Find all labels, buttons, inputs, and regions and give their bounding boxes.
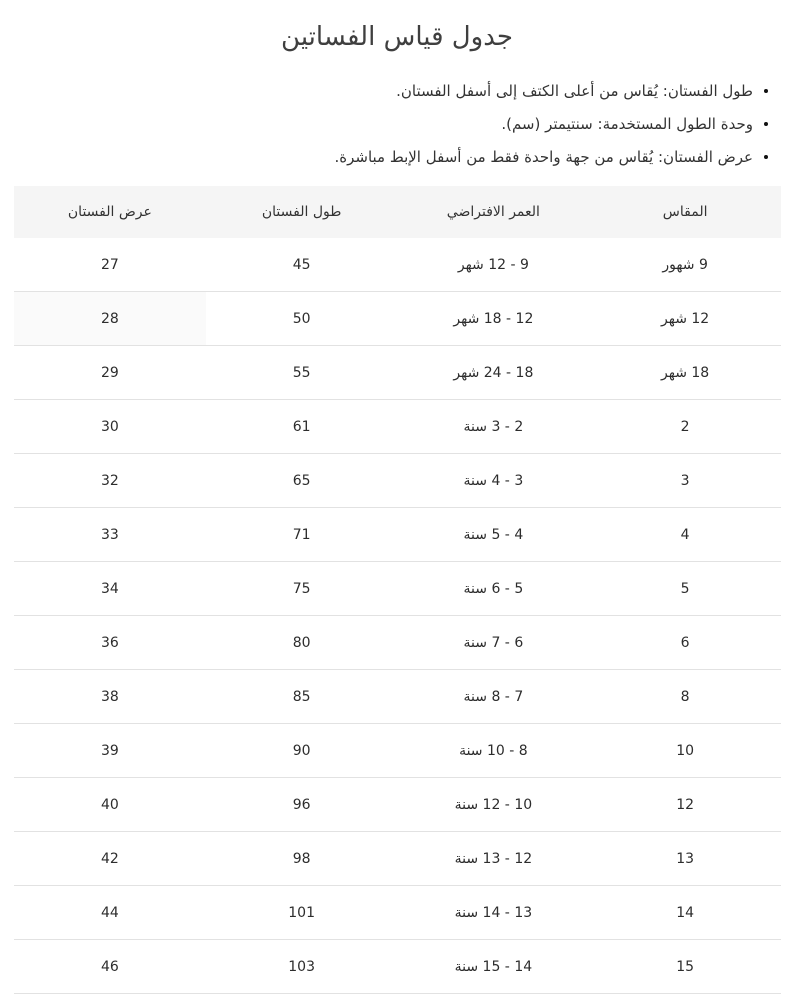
table-header-row bbox=[14, 186, 781, 238]
table-cell: 65 bbox=[206, 454, 398, 508]
table-row bbox=[14, 454, 781, 508]
table-row bbox=[14, 346, 781, 400]
table-cell: 36 bbox=[14, 616, 206, 670]
bullet-dot-icon bbox=[764, 155, 768, 159]
table-row bbox=[14, 508, 781, 562]
bullet-dot-icon bbox=[764, 122, 768, 126]
table-body bbox=[14, 238, 781, 994]
table-cell: 75 bbox=[206, 562, 398, 616]
table-cell: 33 bbox=[14, 508, 206, 562]
table-cell: 101 bbox=[206, 886, 398, 940]
table-cell: 38 bbox=[14, 670, 206, 724]
page-title: جدول قياس الفساتين bbox=[281, 22, 513, 52]
table-cell: 8 - 10 سنة bbox=[398, 724, 590, 778]
table-cell: 103 bbox=[206, 940, 398, 994]
table-cell: 71 bbox=[206, 508, 398, 562]
note-item-unit bbox=[0, 115, 768, 133]
table-cell: 12 bbox=[589, 778, 781, 832]
column-header-dress-length: طول الفستان bbox=[206, 186, 398, 238]
table-row bbox=[14, 562, 781, 616]
table-cell: 40 bbox=[14, 778, 206, 832]
table-cell: 3 bbox=[589, 454, 781, 508]
size-chart-table bbox=[14, 186, 781, 994]
table-cell: 96 bbox=[206, 778, 398, 832]
table-row bbox=[14, 724, 781, 778]
table-cell: 12 - 13 سنة bbox=[398, 832, 590, 886]
table-row bbox=[14, 940, 781, 994]
table-cell: 6 bbox=[589, 616, 781, 670]
table-row bbox=[14, 778, 781, 832]
note-text: طول الفستان: يُقاس من أعلى الكتف إلى أسفل الفستان. bbox=[396, 82, 753, 100]
table-row bbox=[14, 670, 781, 724]
table-cell: 5 bbox=[589, 562, 781, 616]
table-row bbox=[14, 238, 781, 292]
table-cell: 9 شهور bbox=[589, 238, 781, 292]
table-row bbox=[14, 292, 781, 346]
table-cell: 6 - 7 سنة bbox=[398, 616, 590, 670]
bullet-dot-icon bbox=[764, 89, 768, 93]
column-header-dress-width: عرض الفستان bbox=[14, 186, 206, 238]
table-cell: 12 - 18 شهر bbox=[398, 292, 590, 346]
table-cell: 14 - 15 سنة bbox=[398, 940, 590, 994]
table-row bbox=[14, 886, 781, 940]
table-cell: 42 bbox=[14, 832, 206, 886]
table-cell: 85 bbox=[206, 670, 398, 724]
table-cell: 10 - 12 سنة bbox=[398, 778, 590, 832]
table-cell: 3 - 4 سنة bbox=[398, 454, 590, 508]
table-cell: 9 - 12 شهر bbox=[398, 238, 590, 292]
table-cell: 28 bbox=[14, 292, 206, 346]
table-cell: 2 - 3 سنة bbox=[398, 400, 590, 454]
note-text: وحدة الطول المستخدمة: سنتيمتر (سم). bbox=[501, 115, 753, 133]
table-cell: 44 bbox=[14, 886, 206, 940]
table-cell: 61 bbox=[206, 400, 398, 454]
column-header-size: المقاس bbox=[589, 186, 781, 238]
note-text: عرض الفستان: يُقاس من جهة واحدة فقط من أسفل الإبط مباشرة. bbox=[334, 148, 753, 166]
table-cell: 10 bbox=[589, 724, 781, 778]
table-row bbox=[14, 400, 781, 454]
table-cell: 80 bbox=[206, 616, 398, 670]
table-cell: 7 - 8 سنة bbox=[398, 670, 590, 724]
table-cell: 30 bbox=[14, 400, 206, 454]
table-cell: 18 شهر bbox=[589, 346, 781, 400]
table-cell: 8 bbox=[589, 670, 781, 724]
table-cell: 14 bbox=[589, 886, 781, 940]
table-cell: 46 bbox=[14, 940, 206, 994]
table-cell: 12 شهر bbox=[589, 292, 781, 346]
table-cell: 29 bbox=[14, 346, 206, 400]
table-cell: 4 - 5 سنة bbox=[398, 508, 590, 562]
column-header-age: العمر الافتراضي bbox=[398, 186, 590, 238]
table-cell: 18 - 24 شهر bbox=[398, 346, 590, 400]
note-item-width bbox=[0, 148, 768, 166]
table-cell: 2 bbox=[589, 400, 781, 454]
table-row bbox=[14, 616, 781, 670]
table-cell: 13 - 14 سنة bbox=[398, 886, 590, 940]
table-cell: 45 bbox=[206, 238, 398, 292]
table-cell: 98 bbox=[206, 832, 398, 886]
measurement-notes bbox=[0, 82, 780, 166]
table-row bbox=[14, 832, 781, 886]
table-cell: 13 bbox=[589, 832, 781, 886]
table-cell: 34 bbox=[14, 562, 206, 616]
table-cell: 32 bbox=[14, 454, 206, 508]
table-cell: 4 bbox=[589, 508, 781, 562]
note-item-length bbox=[0, 82, 768, 100]
table-cell: 39 bbox=[14, 724, 206, 778]
table-cell: 5 - 6 سنة bbox=[398, 562, 590, 616]
table-cell: 50 bbox=[206, 292, 398, 346]
size-guide-page bbox=[0, 22, 794, 1000]
table-cell: 15 bbox=[589, 940, 781, 994]
table-cell: 55 bbox=[206, 346, 398, 400]
table-cell: 27 bbox=[14, 238, 206, 292]
table-header bbox=[14, 186, 781, 238]
table-cell: 90 bbox=[206, 724, 398, 778]
